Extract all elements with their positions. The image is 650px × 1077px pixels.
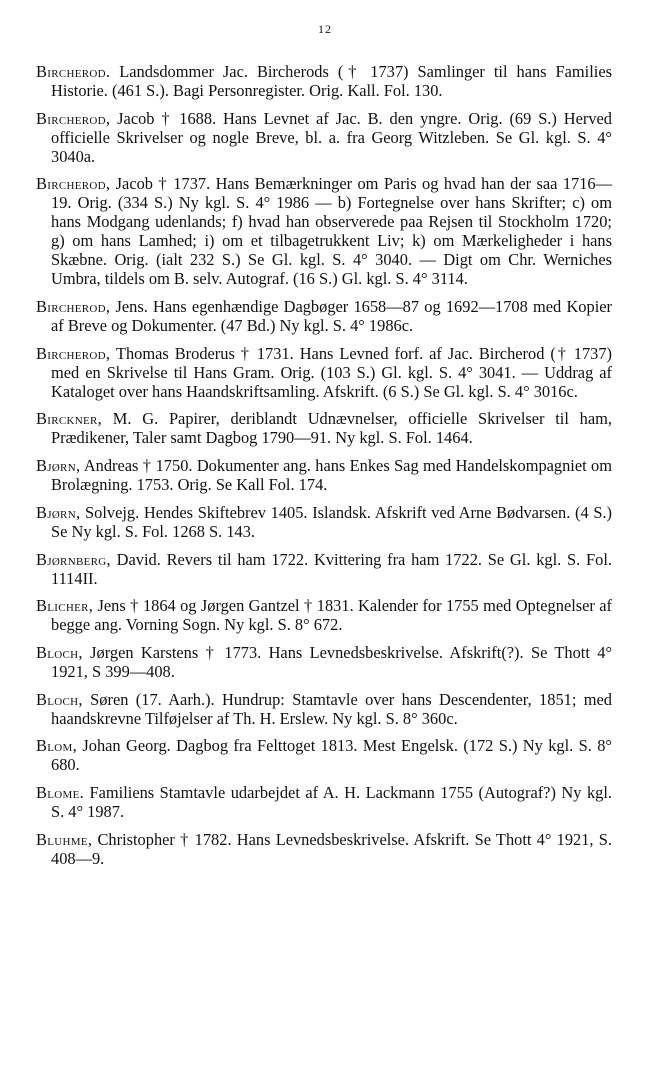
catalogue-entry (36, 690, 612, 728)
entry-text: Familiens Stamtavle udarbejdet af A. H. Lackmann 1755 (Autograf?) Ny kgl. S. 4° 1987. (51, 782, 612, 821)
entry-text: Landsdommer Jac. Bircherods († 1737) Samlinger til hans Families Historie. (461 S.). Bagi Personregister. Orig. Kall. Fol. 130. (51, 62, 612, 100)
entry-text: David. Revers til ham 1722. Kvittering fra ham 1722. Se Gl. kgl. S. Fol. 1114II. (51, 549, 612, 588)
catalogue-entry (36, 344, 612, 401)
entry-name: Bloch, (36, 642, 83, 662)
entry-text: Jacob † 1688. Hans Levnet af Jac. B. den yngre. Orig. (69 S.) Herved officielle Skrivelser og nogle Breve, bl. a. fra Georg Witzleben. Se Gl. kgl. S. 4° 3040a. (51, 108, 612, 166)
catalogue-entry (36, 297, 612, 335)
catalogue-entry (36, 643, 612, 681)
catalogue-entry (36, 109, 612, 166)
catalogue-entries (36, 62, 612, 876)
catalogue-entry (36, 736, 612, 774)
page-number: 12 (318, 22, 332, 36)
entry-name: Bjørnberg, (36, 549, 111, 569)
entry-name: Blicher, (36, 596, 94, 616)
catalogue-entry (36, 550, 612, 588)
entry-text: Thomas Broderus † 1731. Hans Levned forf. af Jac. Bircherod († 1737) med en Skrivelse til Hans Gram. Orig. (103 S.) Gl. kgl. S. 4° 3041. — Uddrag af Kataloget over hans Haandskriftsamling. Afskrift. (6 S.) Se Gl. kgl. S. 4° 3016c. (51, 343, 612, 401)
entry-name: Bircherod, (36, 343, 111, 363)
entry-name: Bircherod, (36, 297, 111, 317)
catalogue-entry (36, 456, 612, 494)
entry-name: Blom, (36, 736, 77, 756)
entry-name: Bircherod, (36, 174, 111, 194)
catalogue-entry (36, 783, 612, 821)
entry-name: Bluhme, (36, 829, 93, 849)
entry-text: Johan Georg. Dagbog fra Felttoget 1813. Mest Engelsk. (172 S.) Ny kgl. S. 8° 680. (51, 736, 612, 775)
catalogue-entry (36, 596, 612, 634)
entry-name: Bloch, (36, 689, 83, 709)
entry-text: Solvejg. Hendes Skiftebrev 1405. Islandsk. Afskrift ved Arne Bødvarsen. (4 S.) Se Ny kgl. S. Fol. 1268 S. 143. (51, 502, 612, 541)
entry-text: Jens † 1864 og Jørgen Gantzel † 1831. Kalender for 1755 med Optegnelser af begge ang. Vorning Sogn. Ny kgl. S. 8° 672. (51, 596, 612, 635)
entry-name: Bircherod, (36, 108, 111, 128)
entry-text: Andreas † 1750. Dokumenter ang. hans Enkes Sag med Handelskompagniet om Brolægning. 1753. Orig. Se Kall Fol. 174. (51, 456, 612, 495)
entry-name: Bircherod. (36, 62, 111, 81)
catalogue-entry (36, 62, 612, 100)
entry-name: Blome. (36, 782, 84, 802)
catalogue-entry (36, 409, 612, 447)
entry-name: Birckner, (36, 409, 103, 429)
entry-text: Søren (17. Aarh.). Hundrup: Stamtavle over hans Descendenter, 1851; med haandskrevne Tilføjelser af Th. H. Erslew. Ny kgl. S. 8° 360c. (51, 689, 612, 728)
entry-name: Bjørn, (36, 456, 81, 476)
entry-text: Jens. Hans egenhændige Dagbøger 1658—87 og 1692—1708 med Kopier af Breve og Dokumenter. (47 Bd.) Ny kgl. S. 4° 1986c. (51, 297, 612, 336)
entry-text: Jørgen Karstens † 1773. Hans Levnedsbeskrivelse. Afskrift(?). Se Thott 4° 1921, S 399—408. (51, 642, 612, 681)
catalogue-entry (36, 503, 612, 541)
catalogue-entry (36, 830, 612, 868)
entry-text: Jacob † 1737. Hans Bemærkninger om Paris og hvad han der saa 1716—19. Orig. (334 S.) Ny kgl. S. 4° 1986 — b) Fortegnelse over hans Skrifter; c) om hans Modgang udenlands; f) hvad han observerede paa Rejsen til Stockholm 1720; g) om hans Lamhed; i) om et tilbagetrukkent Liv; k) om Mærkeligheder i hans Skæbne. Orig. (ialt 232 S.) Se Gl. kgl. S. 4° 3040. — Digt om Chr. Werniches Umbra, tildels om B. selv. Autograf. (16 S.) Gl. kgl. S. 4° 3114. (51, 174, 612, 289)
entry-name: Bjørn, (36, 502, 81, 522)
entry-text: M. G. Papirer, deriblandt Udnævnelser, officielle Skrivelser til ham, Prædikener, Taler samt Dagbog 1790—91. Ny kgl. S. Fol. 1464. (51, 409, 612, 448)
entry-text: Christopher † 1782. Hans Levnedsbeskrivelse. Afskrift. Se Thott 4° 1921, S. 408—9. (51, 829, 612, 868)
catalogue-entry (36, 174, 612, 288)
